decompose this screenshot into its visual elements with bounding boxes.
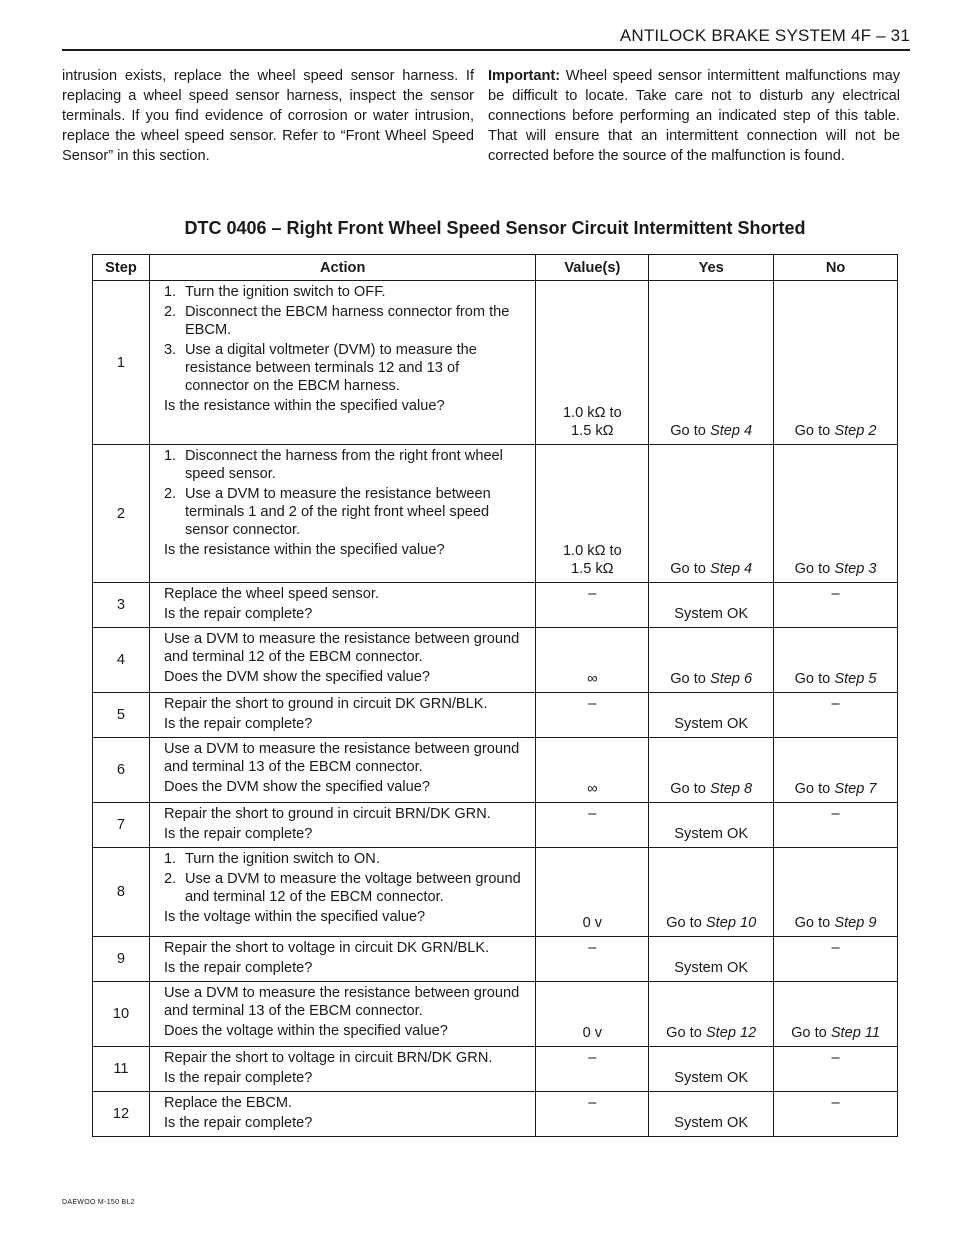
step-number: 2 xyxy=(93,445,150,583)
yes-cell xyxy=(649,848,774,937)
yes-text: System OK xyxy=(674,1070,749,1086)
action-text: Replace the EBCM. xyxy=(163,1095,293,1111)
no-cell xyxy=(774,1047,898,1092)
action-step-text: Use a DVM to measure the voltage between ground and terminal 12 of the EBCM connector. xyxy=(184,871,521,905)
action-question: Is the repair complete? xyxy=(163,826,313,842)
value-cell xyxy=(536,803,649,848)
table-row xyxy=(93,848,898,937)
diagnostic-table xyxy=(92,254,898,1137)
step-number: 4 xyxy=(93,628,150,693)
no-cell xyxy=(774,445,898,583)
value-cell xyxy=(536,583,649,628)
no-cell xyxy=(774,937,898,982)
page-footer: DAEWOO M-150 BL2 xyxy=(62,1199,135,1206)
yes-text: Go to xyxy=(666,1025,702,1041)
no-step-link[interactable]: Step 2 xyxy=(834,423,877,439)
action-step-number: 1. xyxy=(163,851,177,867)
no-step-link[interactable]: Step 11 xyxy=(830,1025,881,1041)
step-number: 6 xyxy=(93,738,150,803)
specified-value: – xyxy=(588,940,597,956)
action-cell xyxy=(149,937,535,982)
yes-step-link[interactable]: Step 6 xyxy=(709,671,753,687)
action-step-text: Turn the ignition switch to OFF. xyxy=(184,284,386,300)
yes-text: System OK xyxy=(674,826,749,842)
page-header: ANTILOCK BRAKE SYSTEM 4F – 31 xyxy=(619,26,910,45)
action-step-item xyxy=(164,341,525,395)
yes-text: System OK xyxy=(674,606,749,622)
action-text: Use a DVM to measure the resistance between ground and terminal 12 of the EBCM connector. xyxy=(163,631,520,665)
action-steps-list xyxy=(164,283,525,395)
yes-text: Go to xyxy=(670,423,706,439)
action-question: Does the DVM show the specified value? xyxy=(163,779,431,795)
action-question: Is the resistance within the specified value? xyxy=(163,542,445,558)
yes-text: System OK xyxy=(674,716,749,732)
yes-cell xyxy=(649,693,774,738)
action-text: Repair the short to ground in circuit BRN/DK GRN. xyxy=(163,806,491,822)
important-text: Wheel speed sensor intermittent malfunctions may be difficult to locate. Take care not to disturb any electrical connections before performing an indicated step of this table. That will ensure that an intermittent connection will not be corrected before the source of the malfunction is found. xyxy=(488,68,900,164)
step-number: 9 xyxy=(93,937,150,982)
action-cell xyxy=(149,1092,535,1137)
specified-value: – xyxy=(588,1095,597,1111)
specified-value: – xyxy=(588,696,597,712)
action-text: Use a DVM to measure the resistance between ground and terminal 13 of the EBCM connector. xyxy=(163,985,520,1019)
no-text: Go to xyxy=(794,423,831,439)
action-step-number: 2. xyxy=(163,871,177,887)
column-header-action: Action xyxy=(149,255,535,281)
no-cell xyxy=(774,738,898,803)
action-question: Does the voltage within the specified value? xyxy=(163,1023,448,1039)
no-text: Go to xyxy=(791,1025,827,1041)
action-steps-list xyxy=(164,850,525,906)
table-row xyxy=(93,445,898,583)
no-text: – xyxy=(831,940,840,956)
no-cell xyxy=(774,583,898,628)
intro-left-paragraph: intrusion exists, replace the wheel speed sensor harness. If replacing a wheel speed sensor harness, inspect the sensor terminals. If you find evidence of corrosion or water intrusion, replace the wheel speed sensor. Refer to “Front Wheel Speed Sensor” in this section. xyxy=(62,68,474,164)
value-cell xyxy=(536,445,649,583)
step-number: 3 xyxy=(93,583,150,628)
action-step-item xyxy=(164,303,525,339)
action-question: Is the repair complete? xyxy=(163,606,313,622)
yes-step-link[interactable]: Step 4 xyxy=(709,423,753,439)
yes-step-link[interactable]: Step 12 xyxy=(705,1025,757,1041)
action-text: Replace the wheel speed sensor. xyxy=(163,586,379,602)
value-cell xyxy=(536,281,649,445)
step-number: 11 xyxy=(93,1047,150,1092)
intro-right-paragraph xyxy=(488,66,900,166)
important-label: Important: xyxy=(488,68,561,84)
no-cell xyxy=(774,281,898,445)
no-text: – xyxy=(831,1050,840,1066)
specified-value: – xyxy=(588,586,597,602)
action-text: Repair the short to voltage in circuit DK GRN/BLK. xyxy=(163,940,490,956)
action-cell xyxy=(149,281,535,445)
specified-value: 1.0 kΩ to 1.5 kΩ xyxy=(562,405,622,439)
column-header-values: Value(s) xyxy=(536,255,649,281)
table-row xyxy=(93,937,898,982)
step-number: 7 xyxy=(93,803,150,848)
no-step-link[interactable]: Step 9 xyxy=(834,915,877,931)
step-number: 5 xyxy=(93,693,150,738)
no-step-link[interactable]: Step 5 xyxy=(834,671,877,687)
no-cell xyxy=(774,693,898,738)
table-row xyxy=(93,1047,898,1092)
action-step-text: Disconnect the harness from the right front wheel speed sensor. xyxy=(184,448,503,482)
yes-step-link[interactable]: Step 4 xyxy=(709,561,753,577)
action-question: Is the repair complete? xyxy=(163,1115,313,1131)
action-text: Use a DVM to measure the resistance between ground and terminal 13 of the EBCM connector. xyxy=(163,741,520,775)
no-cell xyxy=(774,982,898,1047)
yes-step-link[interactable]: Step 10 xyxy=(705,915,757,931)
value-cell xyxy=(536,693,649,738)
action-step-item xyxy=(164,485,525,539)
action-question: Is the voltage within the specified value? xyxy=(163,909,426,925)
no-text: Go to xyxy=(794,781,831,797)
value-cell xyxy=(536,982,649,1047)
column-header-yes: Yes xyxy=(649,255,774,281)
yes-text: Go to xyxy=(670,561,706,577)
yes-cell xyxy=(649,628,774,693)
value-cell xyxy=(536,738,649,803)
specified-value: 0 v xyxy=(582,1025,603,1041)
action-step-number: 3. xyxy=(163,342,177,358)
yes-text: System OK xyxy=(674,960,749,976)
action-step-number: 2. xyxy=(163,304,177,320)
yes-text: Go to xyxy=(666,915,702,931)
value-cell xyxy=(536,848,649,937)
action-step-number: 1. xyxy=(163,448,177,464)
action-text: Repair the short to ground in circuit DK GRN/BLK. xyxy=(163,696,488,712)
yes-cell xyxy=(649,738,774,803)
action-step-number: 2. xyxy=(163,486,177,502)
no-text: – xyxy=(831,806,840,822)
column-header-step: Step xyxy=(93,255,150,281)
no-text: – xyxy=(831,696,840,712)
yes-cell xyxy=(649,982,774,1047)
table-body xyxy=(93,281,898,1137)
yes-cell xyxy=(649,445,774,583)
action-step-text: Use a digital voltmeter (DVM) to measure the resistance between terminals 12 and 13 of connector on the EBCM harness. xyxy=(184,342,477,394)
yes-text: System OK xyxy=(674,1115,749,1131)
table-row xyxy=(93,693,898,738)
action-text: Repair the short to voltage in circuit BRN/DK GRN. xyxy=(163,1050,493,1066)
value-cell xyxy=(536,937,649,982)
no-text: Go to xyxy=(794,671,831,687)
no-text: – xyxy=(831,586,840,602)
table-row xyxy=(93,738,898,803)
action-step-item xyxy=(164,850,525,868)
specified-value: ∞ xyxy=(587,671,598,687)
step-number: 12 xyxy=(93,1092,150,1137)
action-step-item xyxy=(164,447,525,483)
action-step-number: 1. xyxy=(163,284,177,300)
action-cell xyxy=(149,1047,535,1092)
action-question: Is the repair complete? xyxy=(163,960,313,976)
action-cell xyxy=(149,693,535,738)
yes-step-link[interactable]: Step 8 xyxy=(709,781,753,797)
table-row xyxy=(93,1092,898,1137)
action-cell xyxy=(149,583,535,628)
table-row xyxy=(93,982,898,1047)
value-cell xyxy=(536,1047,649,1092)
yes-text: Go to xyxy=(670,671,706,687)
no-text: Go to xyxy=(794,915,831,931)
action-cell xyxy=(149,445,535,583)
specified-value: 0 v xyxy=(582,915,603,931)
action-cell xyxy=(149,738,535,803)
yes-cell xyxy=(649,281,774,445)
no-cell xyxy=(774,628,898,693)
specified-value: ∞ xyxy=(587,781,598,797)
action-step-text: Disconnect the EBCM harness connector from the EBCM. xyxy=(184,304,510,338)
table-row xyxy=(93,281,898,445)
specified-value: 1.0 kΩ to 1.5 kΩ xyxy=(562,543,622,577)
action-cell xyxy=(149,803,535,848)
action-steps-list xyxy=(164,447,525,539)
table-title: DTC 0406 – Right Front Wheel Speed Sensor Circuit Intermittent Shorted xyxy=(184,218,806,238)
action-step-item xyxy=(164,283,525,301)
yes-cell xyxy=(649,1047,774,1092)
no-cell xyxy=(774,1092,898,1137)
value-cell xyxy=(536,628,649,693)
step-number: 8 xyxy=(93,848,150,937)
table-row xyxy=(93,583,898,628)
no-cell xyxy=(774,803,898,848)
specified-value: – xyxy=(588,1050,597,1066)
action-question: Is the repair complete? xyxy=(163,1070,313,1086)
yes-text: Go to xyxy=(670,781,706,797)
action-question: Is the repair complete? xyxy=(163,716,313,732)
yes-cell xyxy=(649,803,774,848)
action-step-item xyxy=(164,870,525,906)
action-question: Does the DVM show the specified value? xyxy=(163,669,431,685)
specified-value: – xyxy=(588,806,597,822)
yes-cell xyxy=(649,937,774,982)
no-cell xyxy=(774,848,898,937)
table-row xyxy=(93,803,898,848)
action-cell xyxy=(149,628,535,693)
yes-cell xyxy=(649,583,774,628)
yes-cell xyxy=(649,1092,774,1137)
column-header-no: No xyxy=(774,255,898,281)
table-header-row xyxy=(93,255,898,281)
step-number: 10 xyxy=(93,982,150,1047)
step-number: 1 xyxy=(93,281,150,445)
value-cell xyxy=(536,1092,649,1137)
no-step-link[interactable]: Step 7 xyxy=(834,781,877,797)
action-cell xyxy=(149,848,535,937)
header-rule xyxy=(62,49,910,51)
table-row xyxy=(93,628,898,693)
no-step-link[interactable]: Step 3 xyxy=(834,561,877,577)
no-text: Go to xyxy=(794,561,831,577)
action-step-text: Use a DVM to measure the resistance between terminals 1 and 2 of the right front wheel speed sensor connector. xyxy=(184,486,491,538)
action-question: Is the resistance within the specified value? xyxy=(163,398,445,414)
action-cell xyxy=(149,982,535,1047)
no-text: – xyxy=(831,1095,840,1111)
action-step-text: Turn the ignition switch to ON. xyxy=(184,851,380,867)
